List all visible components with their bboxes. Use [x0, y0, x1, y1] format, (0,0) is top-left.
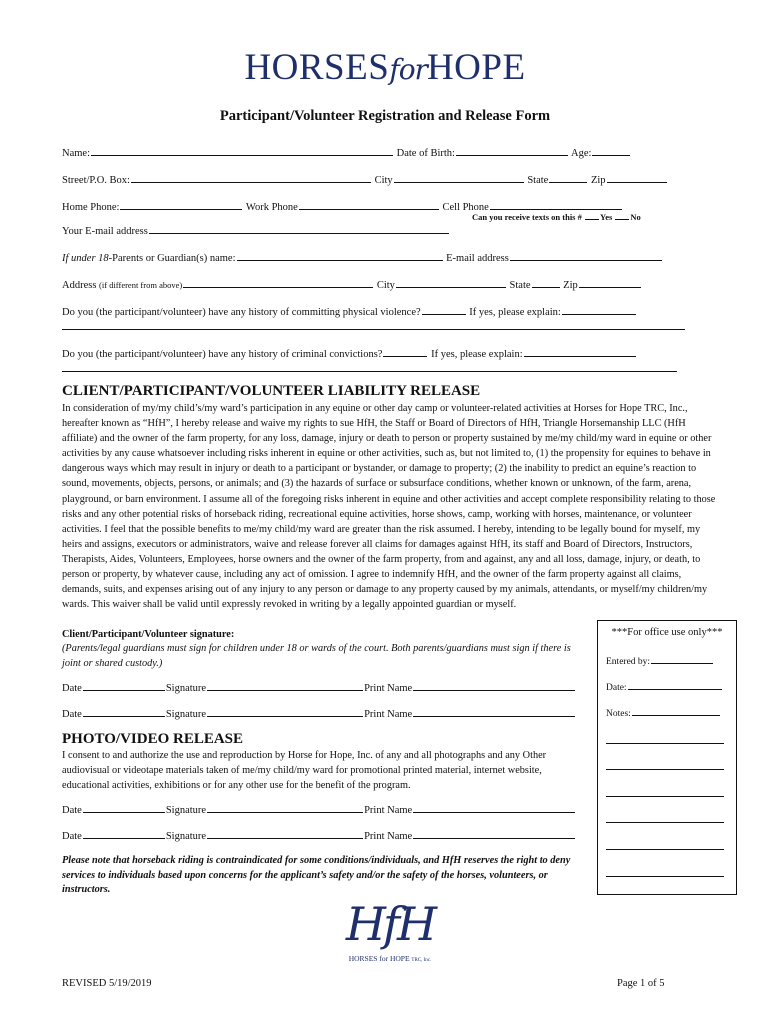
revised-date: REVISED 5/19/2019 [62, 978, 152, 989]
street-label: Street/P.O. Box: [62, 175, 130, 186]
city-field[interactable] [394, 172, 524, 183]
street-row [62, 172, 668, 186]
home-phone-label: Home Phone: [62, 202, 120, 213]
signature-label: Signature [165, 683, 207, 694]
logo-hope: HOPE [426, 47, 526, 88]
guardian-row [62, 250, 663, 264]
violence-row [62, 304, 637, 318]
liability-sig-row-2 [62, 706, 576, 720]
date-field[interactable] [83, 828, 165, 839]
date-label: Date [62, 805, 82, 816]
city2-field[interactable] [396, 277, 506, 288]
state2-field[interactable] [532, 277, 560, 288]
violence-explain-line[interactable] [62, 329, 685, 330]
office-use-box [597, 620, 737, 895]
notes-line[interactable] [606, 769, 724, 770]
form-title: Participant/Volunteer Registration and Release Form [219, 108, 551, 124]
street-field[interactable] [131, 172, 371, 183]
notes-line[interactable] [606, 849, 724, 850]
office-date-row [606, 681, 723, 693]
entered-by-label: Entered by: [606, 657, 651, 667]
dob-label: Date of Birth: [396, 148, 455, 159]
date-label: Date [62, 831, 82, 842]
texts-no-field[interactable] [615, 211, 629, 220]
signature-field[interactable] [207, 680, 363, 691]
signature-label: Signature [165, 831, 207, 842]
age-label: Age: [571, 148, 592, 159]
criminal-if-yes-label: If yes, please explain: [431, 349, 523, 360]
notes-line[interactable] [606, 876, 724, 877]
contraindication-note: Please note that horseback riding is contraindicated for some conditions/individuals, and HfH reserves the right to deny services to individuals based upon concerns for the applicant’s safety and/or the safety of the horses, volunteers, or instructors. [62, 855, 571, 896]
print-name-label: Print Name [364, 683, 413, 694]
work-phone-label: Work Phone [245, 202, 298, 213]
cell-phone-label: Cell Phone [442, 202, 489, 213]
email-row [62, 223, 450, 237]
date-field[interactable] [83, 802, 165, 813]
print-name-label: Print Name [364, 805, 413, 816]
criminal-explain-line[interactable] [62, 371, 677, 372]
print-name-field[interactable] [413, 828, 575, 839]
liability-sig-row-1 [62, 680, 576, 694]
notes-line[interactable] [606, 796, 724, 797]
texts-yes-field[interactable] [585, 211, 599, 220]
print-name-field[interactable] [413, 802, 575, 813]
photo-heading: PHOTO/VIDEO RELEASE [62, 731, 244, 747]
horses-for-hope-logo [0, 46, 770, 89]
office-date-field[interactable] [628, 681, 722, 690]
print-name-label: Print Name [364, 709, 413, 720]
name-row [62, 145, 631, 159]
photo-sig-row-2 [62, 828, 576, 842]
zip2-field[interactable] [579, 277, 641, 288]
email-field[interactable] [149, 223, 449, 234]
name-label: Name: [62, 148, 90, 159]
guardian-email-label: E-mail address [446, 253, 509, 264]
city2-label: City [376, 280, 395, 291]
entered-by-field[interactable] [651, 655, 713, 664]
violence-if-yes-label: If yes, please explain: [469, 307, 561, 318]
email-label: Your E-mail address [62, 226, 148, 237]
if-under-18-label: If under 18 [62, 253, 109, 264]
print-name-field[interactable] [413, 680, 575, 691]
home-phone-field[interactable] [120, 199, 242, 210]
signature-field[interactable] [207, 802, 363, 813]
liability-heading: CLIENT/PARTICIPANT/VOLUNTEER LIABILITY RELEASE [62, 383, 481, 399]
cell-phone-field[interactable] [490, 199, 622, 210]
hfh-logo-text [342, 954, 438, 963]
age-field[interactable] [592, 145, 630, 156]
hfh-logo-name: HORSES for HOPE [348, 954, 410, 963]
print-name-label: Print Name [364, 831, 413, 842]
date-label: Date [62, 683, 82, 694]
signature-label: Signature [165, 709, 207, 720]
name-field[interactable] [91, 145, 393, 156]
criminal-question: Do you (the participant/volunteer) have any history of criminal convictions? [62, 349, 383, 360]
date-field[interactable] [83, 680, 165, 691]
city-label: City [374, 175, 393, 186]
notes-row [606, 707, 721, 719]
notes-line[interactable] [606, 743, 724, 744]
hfh-logo-suffix: TRC, Inc. [411, 958, 432, 963]
state-label: State [527, 175, 549, 186]
photo-sig-row-1 [62, 802, 576, 816]
if-different-label: (if different from above) [99, 280, 183, 290]
violence-explain-field[interactable] [562, 304, 636, 315]
notes-field[interactable] [632, 707, 720, 716]
date-label: Date [62, 709, 82, 720]
work-phone-field[interactable] [299, 199, 439, 210]
zip-field[interactable] [607, 172, 667, 183]
parents-name-label: -Parents or Guardian(s) name: [108, 253, 236, 264]
state2-label: State [509, 280, 531, 291]
violence-question: Do you (the participant/volunteer) have any history of committing physical violence? [62, 307, 421, 318]
entered-by-row [606, 655, 714, 667]
notes-label: Notes: [606, 709, 631, 719]
zip2-label: Zip [563, 280, 578, 291]
address-field[interactable] [183, 277, 373, 288]
texts-row [472, 211, 641, 222]
guardian-email-field[interactable] [510, 250, 662, 261]
notes-line[interactable] [606, 822, 724, 823]
signature-label: Signature [165, 805, 207, 816]
state-field[interactable] [549, 172, 587, 183]
texts-no-label: No [630, 212, 641, 222]
hfh-monogram: HfH [345, 897, 435, 951]
logo-horses: HORSES [244, 47, 390, 88]
date-field[interactable] [83, 706, 165, 717]
liability-body: In consideration of my/my child’s/my ward’s participation in any equine or other day camp or volunteer-related activities at Horses for Hope TRC, Inc., hereafter known as “HfH”, I hereby release and waive my rights to sue HfH, the Staff or Board of Directors of HfH, Triangle Horsemanship LLC (HfH affiliate) and the owner of the farm property, for any loss, damage, injury or death to person or property sustained by me/my child/my ward in equine or other activities by any cause whatsoever including risks inherent in equine or other activities, such as, but not limited to, (1) the propensity for equines to behave in dangerous ways which may result in injury or death to a participant or bystander, or damage to property; (2) the inability to predict an equine’s reaction to sound, movements, objects, persons, or animals; and (3) the hazards of surface or subsurface conditions, whether known or unknown, of the farm, arena, playground, or barn environment. I assume all of the foregoing risks inherent in equine and other activities and accept complete responsibility relating to those risks and any other potential risks of horseback riding, recreational equine activities, horse shows, camp, working with horses, maintenance, or volunteer activities. I feel that the possible benefits to me/my child/my ward are greater than the risk assumed. I hereby, intending to be legally bound for myself, my heirs and assigns, executors or administrators, waive and release forever all claims for damages against HfH, its staff and Board of Directors, Instructors, Therapists, Aides, Volunteers, Employees, horse owners and the owner of the farm property, from and against, any and all loss, damage, injury, or death, to person or property, by whatever cause, including any act of omission. I agree to indemnify HfH, and the owner of the farm property against all claims, demands, suits, and expenses arising out of any injury to any person or damage to any property caused by my animals, attendants, or myself/my children/my wards. This waiver shall be valid until expressly revoked in writing by a legally appointed guardian or myself. [62, 403, 716, 611]
office-use-title: ***For office use only*** [611, 627, 723, 638]
page-number: Page 1 of 5 [617, 978, 665, 989]
print-name-field[interactable] [413, 706, 575, 717]
photo-body: I consent to and authorize the use and reproduction by Horse for Hope, Inc. of any and all photographs and any Other audiovisual or videotape materials taken of me/my child/my ward for promotional printed material, internet website, educational activities, exhibitions or for any other use for the benefit of the program. [62, 750, 547, 792]
address-row [62, 277, 642, 291]
hfh-logo [342, 898, 438, 963]
office-date-label: Date: [606, 683, 627, 693]
criminal-explain-field[interactable] [524, 346, 636, 357]
criminal-row [62, 346, 637, 360]
address-label: Address [62, 280, 97, 291]
signature-field[interactable] [207, 706, 363, 717]
signature-field[interactable] [207, 828, 363, 839]
texts-yes-label: Yes [600, 212, 613, 222]
texts-question: Can you receive texts on this # [472, 212, 582, 222]
criminal-answer-field[interactable] [383, 346, 427, 357]
zip-label: Zip [590, 175, 606, 186]
signature-note: (Parents/legal guardians must sign for children under 18 or wards of the court. Both parents/guardians must sign if there is joint or shared custody.) [62, 643, 571, 669]
violence-answer-field[interactable] [422, 304, 466, 315]
logo-for: for [389, 53, 427, 86]
signature-label: Client/Participant/Volunteer signature: [62, 629, 235, 640]
dob-field[interactable] [456, 145, 568, 156]
parents-name-field[interactable] [237, 250, 443, 261]
